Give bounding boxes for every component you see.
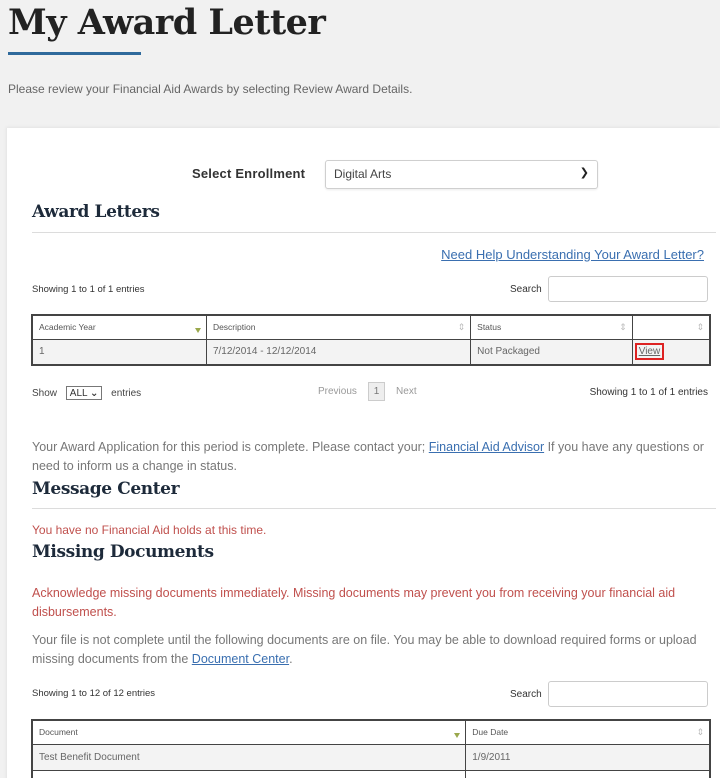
column-header-status[interactable]: Status ⇕	[471, 315, 633, 339]
table-row	[32, 744, 710, 770]
sort-icon: ⇕	[696, 322, 704, 332]
missing-documents-search-input[interactable]	[548, 681, 708, 707]
enrollment-selected-value: Digital Arts	[334, 167, 392, 181]
page-length-control: Show ALL ⌄ entries	[32, 388, 142, 399]
chevron-down-icon: ⌄	[90, 388, 99, 399]
table-row	[32, 770, 710, 778]
document-center-link[interactable]: Document Center	[191, 652, 290, 666]
holds-message: You have no Financial Aid holds at this time.	[32, 523, 267, 537]
cell-action	[632, 339, 710, 365]
column-header-action[interactable]	[632, 315, 710, 339]
view-award-letter-link[interactable]: View	[635, 343, 665, 360]
missing-documents-heading: Missing Documents	[32, 542, 214, 562]
column-header-document[interactable]: Document	[32, 720, 466, 744]
pagination	[318, 382, 417, 401]
sort-descending-icon	[195, 328, 201, 333]
cell-status: Not Packaged	[471, 339, 633, 365]
message-center-heading: Message Center	[32, 479, 180, 499]
missing-documents-search-label: Search	[510, 689, 542, 700]
sort-descending-icon	[454, 733, 460, 738]
page-title: My Award Letter	[8, 2, 326, 43]
enrollment-select[interactable]	[325, 160, 598, 189]
cell-document: Test Benefit Document	[32, 744, 466, 770]
intro-text: Please review your Financial Aid Awards by selecting Review Award Details.	[8, 82, 413, 96]
award-letters-table	[31, 314, 711, 366]
pagination-previous[interactable]: Previous	[318, 386, 357, 397]
column-header-academic-year[interactable]: Academic Year	[32, 315, 206, 339]
cell-description: 7/12/2014 - 12/12/2014	[206, 339, 470, 365]
cell-academic-year: 1	[32, 339, 206, 365]
divider	[32, 508, 716, 509]
missing-documents-info: Your file is not complete until the following documents are on file. You may be able to download required forms or upload missing documents from the Document Center.	[32, 633, 697, 666]
award-status-note: Your Award Application for this period is complete. Please contact your; Financial Aid Advisor If you have any questions or need to inform us a change in status.	[32, 440, 704, 473]
award-letters-search-input[interactable]	[548, 276, 708, 302]
column-header-description[interactable]: Description ⇕	[206, 315, 470, 339]
missing-documents-warning: Acknowledge missing documents immediately. Missing documents may prevent you from receiving your financial aid disbursements.	[32, 586, 676, 619]
cell-due-date	[466, 770, 710, 778]
pagination-page-1[interactable]: 1	[368, 382, 386, 401]
divider	[32, 232, 716, 233]
award-letters-showing-info: Showing 1 to 1 of 1 entries	[32, 284, 145, 295]
table-row	[32, 339, 710, 365]
sort-icon: ⇕	[696, 727, 704, 737]
award-letters-showing-info-bottom: Showing 1 to 1 of 1 entries	[589, 387, 708, 398]
table-header-row	[32, 720, 710, 744]
table-header-row	[32, 315, 710, 339]
select-enrollment-label: Select Enrollment	[192, 166, 306, 181]
missing-documents-showing-info: Showing 1 to 12 of 12 entries	[32, 688, 156, 699]
sort-icon: ⇕	[457, 322, 466, 332]
cell-document	[32, 770, 466, 778]
entries-length-select[interactable]: ALL ⌄	[66, 386, 103, 400]
sort-icon: ⇕	[619, 322, 627, 332]
cell-due-date: 1/9/2011	[466, 744, 710, 770]
financial-aid-advisor-link[interactable]: Financial Aid Advisor	[428, 440, 545, 454]
chevron-down-icon: ❯	[579, 167, 589, 179]
award-letters-heading: Award Letters	[32, 202, 160, 222]
pagination-next[interactable]: Next	[396, 386, 417, 397]
title-underline	[8, 52, 141, 55]
help-award-letter-link[interactable]: Need Help Understanding Your Award Letter?	[441, 247, 704, 262]
award-letters-search-label: Search	[510, 284, 542, 295]
missing-documents-table	[31, 719, 711, 778]
column-header-due-date[interactable]: Due Date ⇕	[466, 720, 710, 744]
